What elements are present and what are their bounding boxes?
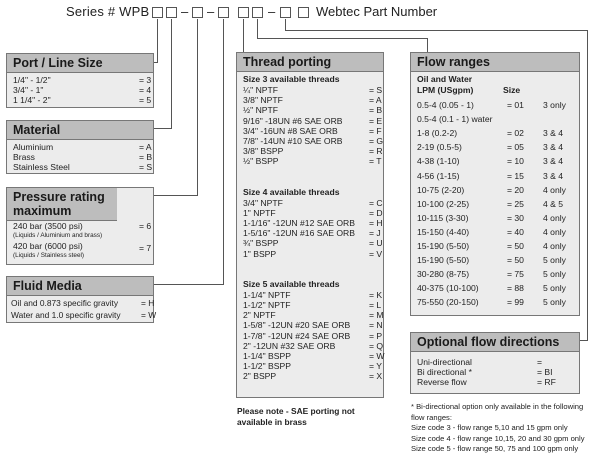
code-box-direction	[280, 7, 291, 18]
port-size-title: Port / Line Size	[7, 54, 153, 73]
code-box-flow	[252, 7, 263, 18]
footnote-line: Size code 3 - flow range 5,10 and 15 gpm only	[411, 423, 568, 432]
connector-line	[257, 38, 428, 39]
thread-title: Thread porting	[237, 53, 383, 72]
thread-group-heading: Size 3 available threads	[243, 74, 340, 84]
connector-line	[197, 19, 198, 196]
code-dash: –	[268, 4, 276, 19]
connector-line	[587, 30, 588, 341]
code-dash: –	[181, 4, 189, 19]
code-box-thread	[238, 7, 249, 18]
series-label	[66, 4, 149, 19]
pressure-item-note: (Liquids / Aluminium and brass)	[13, 232, 103, 239]
material-panel: Material Aluminium = A Brass = B Stainless Steel = S	[6, 120, 154, 174]
connector-line	[427, 38, 428, 52]
material-title: Material	[7, 121, 153, 140]
fluid-panel: Fluid Media Oil and 0.873 specific gravity = H Water and 1.0 specific gravity = W	[6, 276, 154, 323]
code-box-fluid	[218, 7, 229, 18]
model-prefix: WPB	[119, 4, 150, 19]
connector-line	[157, 19, 158, 63]
fluid-title: Fluid Media	[7, 277, 153, 296]
code-dash: –	[207, 4, 215, 19]
flow-subtitle: Oil and Water	[417, 74, 473, 84]
code-box-pressure	[192, 7, 203, 18]
connector-line	[243, 19, 244, 52]
connector-line	[171, 19, 172, 129]
flow-panel: Flow ranges Oil and Water LPM (USgpm) Size 0.5-4 (0.05 - 1) = 01 3 only 0.5-4 (0.1 - 1) water 1-8 (0.2-2) = 02 3 & 4 2-19 (0.5-5) = 05 3 & 4 4-38 (1-10) = 10 3 & 4 4-56 (1-15) = 15 3 & 4 10-75 (2-20) = 20 4 only 10-100 (2-25) = 25 4 & 5 10-115 (3-30) = 30 4 only 15-150 (4-40) = 40 4 only 15-190 (5-50) = 50 4 only 15-190 (5-50) = 50 5 only 30-280 (8-75) = 75 5 only 40-375 (10-100) = 88 5 only 75-550 (20-150) = 99 5 only	[410, 52, 580, 316]
footnote-line: flow ranges:	[411, 412, 452, 422]
footnote-line: Size code 4 - flow range 10,15, 20 and 30 gpm only	[411, 433, 585, 443]
thread-group-heading: Size 5 available threads	[243, 278, 340, 289]
footnote-line: Size code 5 - flow range 50, 75 and 100 gpm only	[411, 444, 579, 453]
connector-line	[223, 19, 224, 285]
code-box-port	[152, 7, 163, 18]
thread-note: available in brass	[237, 417, 307, 427]
direction-title: Optional flow directions	[411, 333, 579, 352]
connector-line	[257, 19, 258, 38]
series-text: Series #	[66, 4, 116, 19]
connector-line	[153, 128, 172, 129]
direction-panel: Optional flow directions Uni-directional = Bi directional * = BI Reverse flow = RF	[410, 332, 580, 394]
thread-note: Please note - SAE porting not	[237, 406, 355, 416]
thread-group-heading: Size 4 available threads	[243, 186, 340, 197]
code-box-webtec	[298, 7, 309, 18]
flow-title: Flow ranges	[411, 53, 579, 72]
connector-line	[285, 19, 286, 30]
webtec-part-label: Webtec Part Number	[316, 4, 438, 19]
connector-line	[285, 30, 588, 31]
thread-panel: Thread porting Size 3 available threads ¼" NPTF = S 3/8" NPTF = A ½" NPTF = B 9/16" -18UN #6 SAE ORB = E 3/4" -16UN #8 SAE ORB = F 7/8" -14UN #10 SAE ORB = G 3/8" BSPP = R ½" BSPP = T Size 4 available threads 3/4" NPTF = C 1" NPTF = D 1-1/16" -12UN #12 SAE ORB = H 1-5/16" -12UN #16 SAE ORB = J ¾" BSPP = U 1" BSPP = V Size 5 available threads 1-1/4" NPTF = K 1-1/2" NPTF = L 2" NPTF = M 1-5/8" -12UN #20 SAE ORB = N 1-7/8" -12UN #24 SAE ORB = P 2" -12UN #32 SAE ORB = Q 1-1/4" BSPP = W 1-1/2" BSPP = Y 2" BSPP = X	[236, 52, 384, 398]
pressure-item-note: (Liquids / Stainless steel)	[13, 252, 85, 259]
connector-line	[153, 195, 198, 196]
pressure-title: Pressure rating maximum	[7, 188, 117, 221]
footnote-line: * Bi-directional option only available in the following	[411, 402, 584, 411]
connector-line	[153, 284, 224, 285]
port-size-panel: Port / Line Size 1/4" - 1/2" = 3 3/4" - 1" = 4 1 1/4" - 2" = 5	[6, 53, 154, 108]
code-box-material	[166, 7, 177, 18]
pressure-panel: Pressure rating maximum 240 bar (3500 psi) = 6 (Liquids / Aluminium and brass) 420 bar (6000 psi) = 7 (Liquids / Stainless steel)	[6, 187, 154, 265]
